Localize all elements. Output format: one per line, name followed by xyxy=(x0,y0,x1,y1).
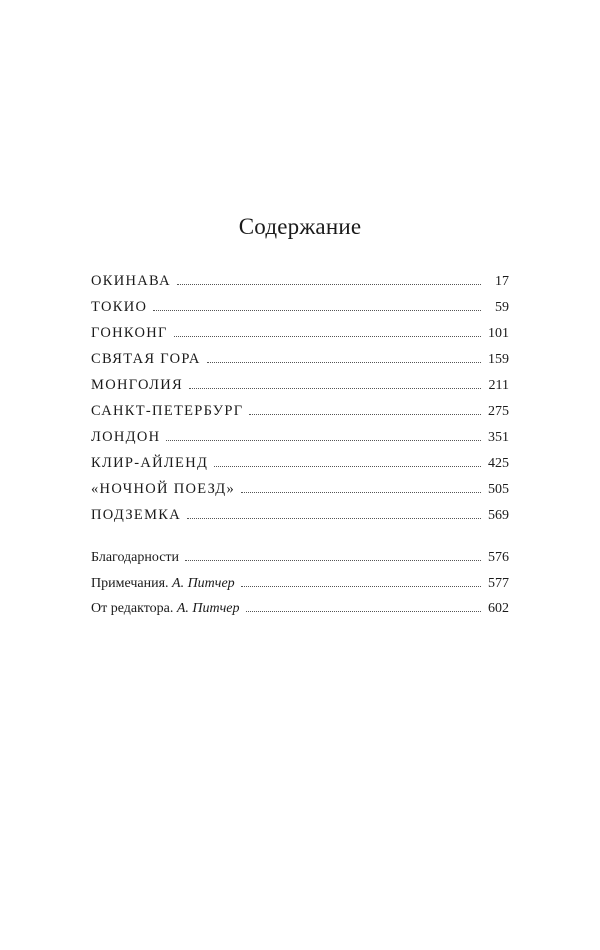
toc-entry xyxy=(91,596,509,622)
toc-entry xyxy=(91,476,509,502)
toc-entry xyxy=(91,424,509,450)
dot-leader xyxy=(185,559,481,561)
entry-page-number: 576 xyxy=(488,550,509,565)
entry-page-number: 275 xyxy=(488,404,509,419)
dot-leader xyxy=(241,491,481,493)
entry-label: ЛОНДОН xyxy=(91,429,161,445)
chapter-list xyxy=(91,268,509,528)
back-matter-list xyxy=(91,545,509,622)
entry-label: МОНГОЛИЯ xyxy=(91,377,183,393)
entry-author: А. Питчер xyxy=(176,601,240,616)
entry-page-number: 569 xyxy=(488,508,509,523)
dot-leader xyxy=(246,610,481,612)
entry-label-text: От редактора. xyxy=(91,601,174,616)
dot-leader xyxy=(189,387,481,389)
entry-page-number: 577 xyxy=(488,575,509,591)
toc-entry xyxy=(91,450,509,476)
dot-leader xyxy=(166,439,481,441)
entry-label: КЛИР-АЙЛЕНД xyxy=(91,455,209,471)
toc-entry xyxy=(91,294,509,320)
entry-page-number: 211 xyxy=(488,378,509,393)
dot-leader xyxy=(177,283,481,285)
entry-page-number: 602 xyxy=(488,601,509,616)
entry-page-number: 425 xyxy=(488,456,509,471)
entry-page-number: 505 xyxy=(488,482,509,497)
entry-page-number: 101 xyxy=(488,326,509,341)
entry-author: А. Питчер xyxy=(172,575,235,591)
entry-page-number: 59 xyxy=(495,300,509,315)
dot-leader xyxy=(207,361,481,363)
toc-entry xyxy=(91,372,509,398)
toc-entry xyxy=(91,502,509,528)
entry-label: ГОНКОНГ xyxy=(91,325,168,341)
dot-leader xyxy=(153,309,481,311)
dot-leader xyxy=(214,465,481,467)
entry-label-text: Примечания. xyxy=(91,575,169,591)
entry-label: СВЯТАЯ ГОРА xyxy=(91,351,201,367)
entry-label xyxy=(91,571,235,597)
entry-page-number: 159 xyxy=(488,352,509,367)
toc-entry xyxy=(91,268,509,294)
entry-page-number: 17 xyxy=(495,274,509,289)
entry-label-text: Благодарности xyxy=(91,550,180,565)
entry-page-number: 351 xyxy=(488,430,509,445)
toc-entry xyxy=(91,398,509,424)
toc-entry xyxy=(91,346,509,372)
entry-label: ТОКИО xyxy=(91,299,148,315)
toc-entry xyxy=(91,571,509,597)
dot-leader xyxy=(241,585,481,587)
entry-label: «НОЧНОЙ ПОЕЗД» xyxy=(91,481,235,497)
dot-leader xyxy=(249,413,481,415)
entry-label: САНКТ-ПЕТЕРБУРГ xyxy=(91,403,244,419)
entry-label xyxy=(91,545,179,571)
dot-leader xyxy=(174,335,481,337)
toc-title: Содержание xyxy=(238,214,362,239)
toc-entry xyxy=(91,320,509,346)
toc-entry xyxy=(91,545,509,571)
entry-label: ПОДЗЕМКА xyxy=(91,507,182,523)
entry-label: ОКИНАВА xyxy=(91,273,171,289)
entry-label xyxy=(91,596,240,622)
dot-leader xyxy=(187,517,481,519)
